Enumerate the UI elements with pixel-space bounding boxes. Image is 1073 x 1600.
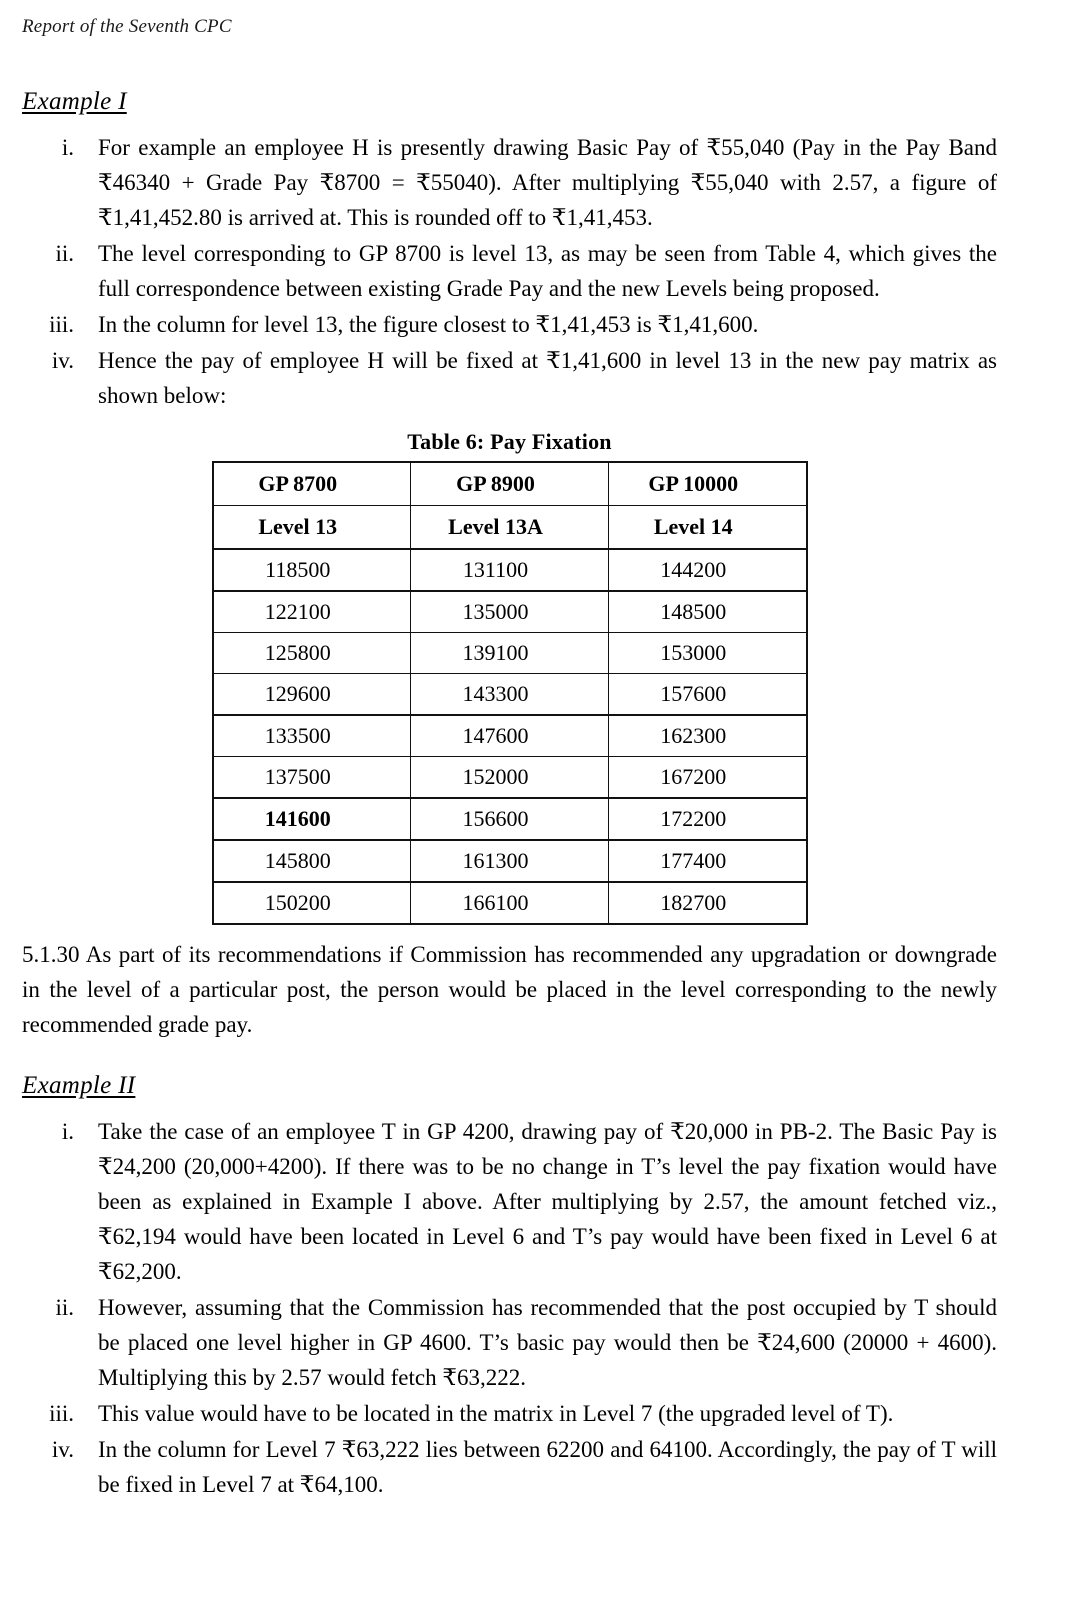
- header-cell-gp: GP 8900: [411, 462, 609, 506]
- example-ii-heading: Example II: [22, 1072, 136, 1099]
- table-cell: 144200: [609, 549, 807, 591]
- list-marker: ii.: [55, 241, 74, 266]
- header-cell-level: Level 13A: [411, 506, 609, 550]
- table-cell: 131100: [411, 549, 609, 591]
- example-i-heading: Example I: [22, 88, 127, 115]
- header-cell-gp: GP 8700: [213, 462, 411, 506]
- list-item: [22, 343, 997, 413]
- list-item: [22, 1432, 997, 1502]
- list-item: [22, 130, 997, 235]
- pay-table-wrapper: [22, 461, 997, 925]
- pay-fixation-table: [212, 461, 808, 925]
- table-row: [213, 882, 807, 924]
- section-spacer: [22, 1042, 997, 1072]
- list-item: [22, 236, 997, 306]
- table-row: [213, 633, 807, 674]
- table-cell: 161300: [411, 840, 609, 882]
- table-cell: 125800: [213, 633, 411, 674]
- table-cell: 182700: [609, 882, 807, 924]
- table-row: [213, 591, 807, 633]
- list-item-text: The level corresponding to GP 8700 is level 13, as may be seen from Table 4, which gives the full correspondence between existing Grade Pay and the new Levels being proposed.: [98, 241, 997, 301]
- table-cell: 152000: [411, 757, 609, 799]
- table-cell-highlighted: 141600: [213, 798, 411, 840]
- example-ii-list: [22, 1114, 997, 1502]
- table-cell: 157600: [609, 674, 807, 716]
- example-i-list: [22, 130, 997, 413]
- table-row: [213, 757, 807, 799]
- list-item-text: In the column for level 13, the figure closest to ₹1,41,453 is ₹1,41,600.: [98, 312, 759, 337]
- list-item-text: For example an employee H is presently drawing Basic Pay of ₹55,040 (Pay in the Pay Band ₹46340 + Grade Pay ₹8700 = ₹55040). After multiplying ₹55,040 with 2.57, a figure of ₹1,41,452.80 is arrived at. This is rounded off to ₹1,41,453.: [98, 135, 997, 230]
- list-item-text: Take the case of an employee T in GP 4200, drawing pay of ₹20,000 in PB-2. The Basic Pay is ₹24,200 (20,000+4200). If there was to be no change in T’s level the pay fixation would have been as explained in Example I above. After multiplying by 2.57, the amount fetched viz., ₹62,194 would have been located in Level 6 and T’s pay would have been fixed in Level 6 at ₹62,200.: [98, 1119, 997, 1284]
- list-marker: iv.: [51, 1437, 74, 1462]
- table-cell: 156600: [411, 798, 609, 840]
- table-cell: 177400: [609, 840, 807, 882]
- table-cell: 148500: [609, 591, 807, 633]
- pay-fixation-table-block: [22, 429, 997, 925]
- list-marker: i.: [61, 135, 74, 160]
- table-cell: 153000: [609, 633, 807, 674]
- list-item: [22, 1290, 997, 1395]
- header-cell-level: Level 13: [213, 506, 411, 550]
- table-row: [213, 549, 807, 591]
- list-marker: iii.: [49, 1401, 74, 1426]
- table-cell: 118500: [213, 549, 411, 591]
- list-item: [22, 307, 997, 342]
- table-cell: 122100: [213, 591, 411, 633]
- list-marker: i.: [61, 1119, 74, 1144]
- table-cell: 129600: [213, 674, 411, 716]
- table-cell: 145800: [213, 840, 411, 882]
- table-caption: Table 6: Pay Fixation: [407, 429, 612, 454]
- table-cell: 162300: [609, 715, 807, 757]
- table-cell: 166100: [411, 882, 609, 924]
- paragraph-5-1-30: 5.1.30 As part of its recommendations if Commission has recommended any upgradation or downgrade in the level of a particular post, the person would be placed in the level corresponding to the newly recommended grade pay.: [22, 942, 997, 1037]
- table-row: [213, 674, 807, 716]
- list-item-text: However, assuming that the Commission has recommended that the post occupied by T should be placed one level higher in GP 4600. T’s basic pay would then be ₹24,600 (20000 + 4600). Multiplying this by 2.57 would fetch ₹63,222.: [98, 1295, 997, 1390]
- list-item: [22, 1396, 997, 1431]
- list-marker: iii.: [49, 312, 74, 337]
- table-cell: 147600: [411, 715, 609, 757]
- list-item: [22, 1114, 997, 1289]
- table-cell: 133500: [213, 715, 411, 757]
- table-cell: 172200: [609, 798, 807, 840]
- header-cell-level: Level 14: [609, 506, 807, 550]
- page-content: [22, 88, 997, 1503]
- list-marker: iv.: [51, 348, 74, 373]
- table-header-row-level: [213, 506, 807, 550]
- table-cell: 135000: [411, 591, 609, 633]
- list-item-text: In the column for Level 7 ₹63,222 lies between 62200 and 64100. Accordingly, the pay of T will be fixed in Level 7 at ₹64,100.: [98, 1437, 997, 1497]
- table-row: [213, 715, 807, 757]
- table-row-highlighted: [213, 798, 807, 840]
- table-cell: 139100: [411, 633, 609, 674]
- list-marker: ii.: [55, 1295, 74, 1320]
- table-cell: 137500: [213, 757, 411, 799]
- list-item-text: Hence the pay of employee H will be fixed at ₹1,41,600 in level 13 in the new pay matrix as shown below:: [98, 348, 997, 408]
- table-row: [213, 840, 807, 882]
- list-item-text: This value would have to be located in the matrix in Level 7 (the upgraded level of T).: [98, 1401, 894, 1426]
- header-cell-gp: GP 10000: [609, 462, 807, 506]
- table-cell: 143300: [411, 674, 609, 716]
- table-header-row-grade-pay: [213, 462, 807, 506]
- table-cell: 150200: [213, 882, 411, 924]
- running-header: Report of the Seventh CPC: [22, 16, 232, 37]
- table-cell: 167200: [609, 757, 807, 799]
